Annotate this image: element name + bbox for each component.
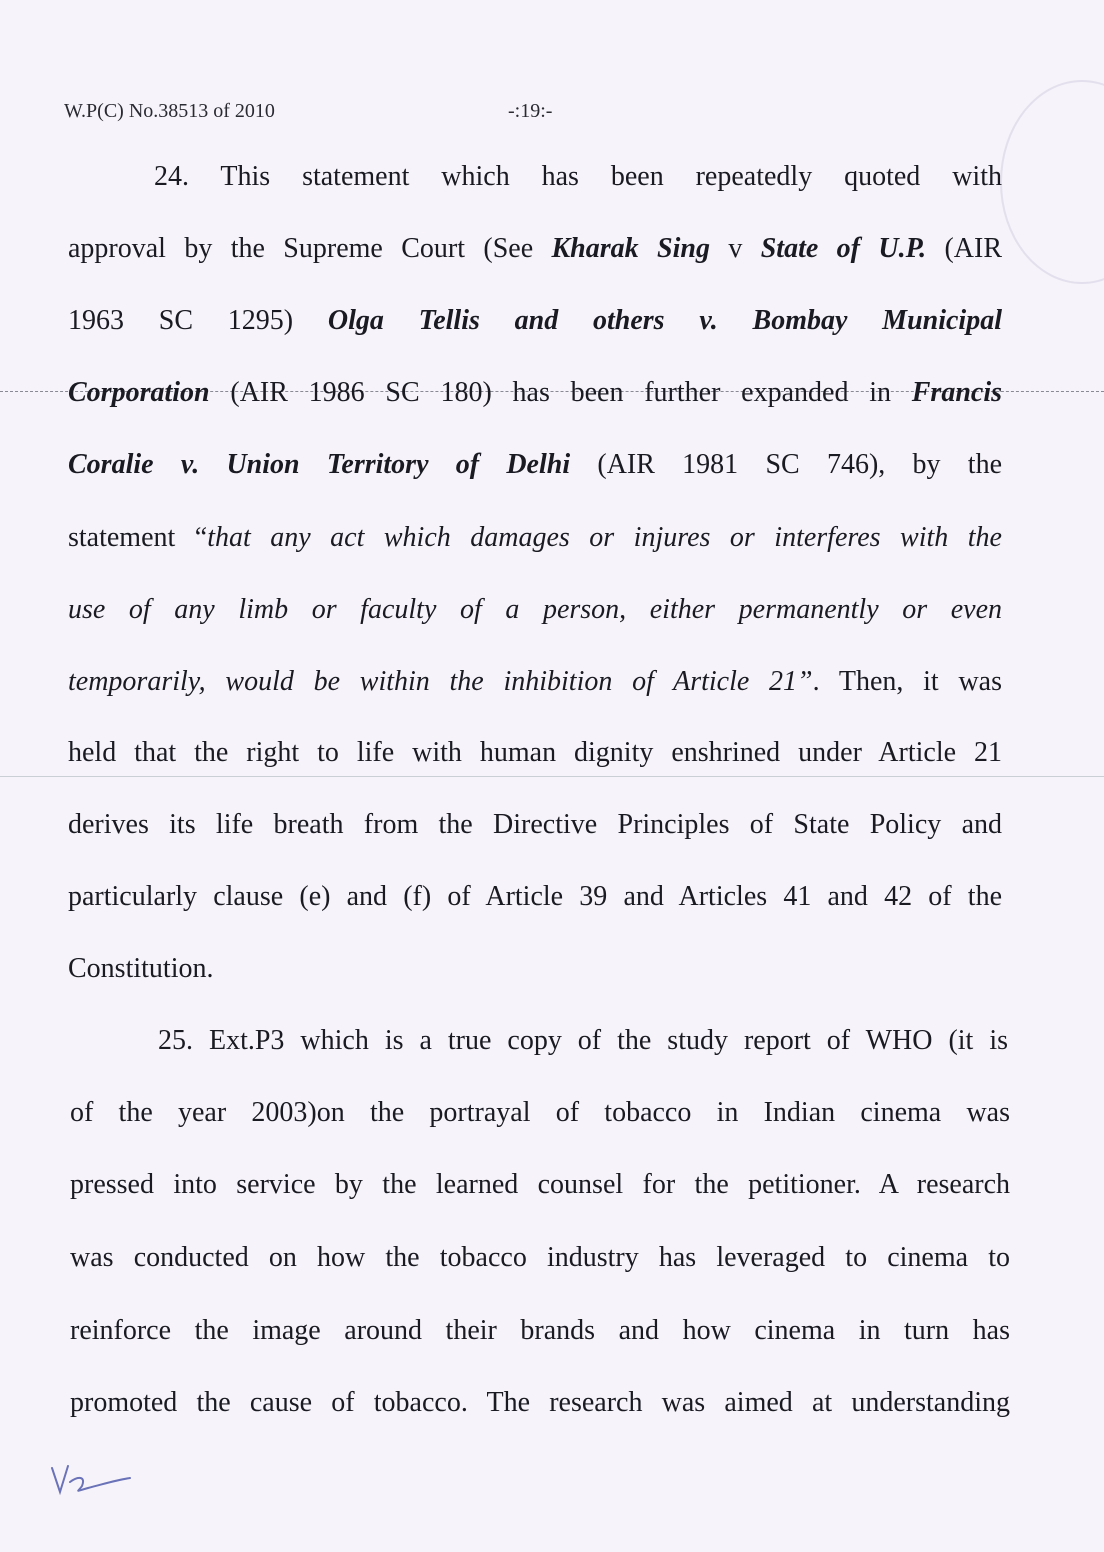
page-number: -:19:- [508,100,553,122]
text-line [158,1021,1008,1061]
text-line [68,662,1002,702]
text-line [68,518,1002,558]
text-run: of the year 2003)on the portrayal of tobacco in Indian cinema was [70,1097,1010,1128]
text-run: statement “ [68,522,208,553]
text-line [68,733,1002,773]
text-line [68,805,1002,845]
text-line [70,1093,1010,1133]
text-line [68,445,1002,485]
page-header [64,100,1064,130]
handwritten-initials [48,1462,138,1502]
text-run: (AIR 1986 SC 180) has been further expanded in [209,377,912,408]
text-run: held that the right to life with human dignity enshrined under Article 21 [68,737,1002,768]
text-line [68,590,1002,630]
text-line [68,301,1002,341]
text-run: reinforce the image around their brands and how cinema in turn has [70,1315,1010,1346]
text-line [68,229,1002,269]
text-run: use of any limb or faculty of a person, either permanently or even [68,594,1002,625]
scan-artifact-line [0,776,1104,777]
text-line [68,373,1002,413]
text-run: Corporation [68,377,210,408]
case-number: W.P(C) No.38513 of 2010 [64,100,275,122]
text-run: Constitution. [68,953,214,984]
text-line [68,949,1002,989]
text-run: . Then, it was [812,666,1002,697]
text-run: promoted the cause of tobacco. The research was aimed at understanding [70,1387,1010,1418]
text-line [68,877,1002,917]
text-run: that any act which damages or injures or interferes with the [207,522,1002,553]
text-run: 1963 SC 1295) [68,305,328,336]
text-run: Francis [911,377,1002,408]
text-run: derives its life breath from the Directive Principles of State Policy and [68,809,1002,840]
text-line [70,1238,1010,1278]
text-line [70,1383,1010,1423]
text-run: approval by the Supreme Court (See [68,233,552,264]
text-run: 25. Ext.P3 which is a true copy of the study report of WHO (it is [158,1025,1008,1056]
text-run: Olga Tellis and others v. Bombay Municipal [327,305,1002,336]
text-line [154,157,1002,197]
text-run: State of U.P. [760,233,927,264]
text-run: particularly clause (e) and (f) of Article 39 and Articles 41 and 42 of the [68,881,1002,912]
text-line [70,1311,1010,1351]
text-run: was conducted on how the tobacco industry has leveraged to cinema to [70,1242,1010,1273]
text-run: temporarily, would be within the inhibition of Article 21” [68,666,813,697]
text-run: pressed into service by the learned counsel for the petitioner. A research [70,1169,1010,1200]
text-line [70,1165,1010,1205]
text-run: v [709,233,761,264]
text-run: (AIR [926,233,1003,264]
text-run: 24. This statement which has been repeatedly quoted with [154,161,1002,192]
text-run: Coralie v. Union Territory of Delhi [68,449,571,480]
text-run: Kharak Sing [551,233,710,264]
text-run: (AIR 1981 SC 746), by the [570,449,1002,480]
